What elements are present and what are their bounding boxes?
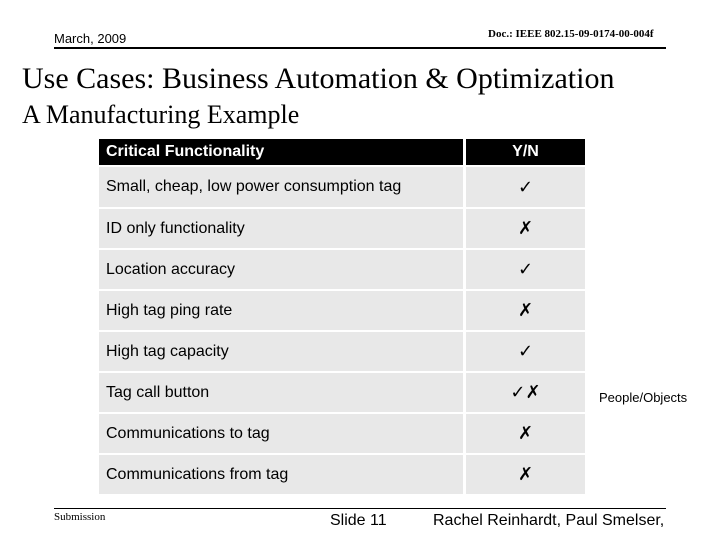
header-critical-functionality: Critical Functionality bbox=[99, 139, 463, 165]
slide-number: Slide 11 bbox=[330, 512, 387, 529]
cross-icon: ✗ bbox=[466, 455, 585, 494]
row-label: Tag call button bbox=[99, 373, 463, 412]
table-row bbox=[99, 291, 585, 330]
row-label: Communications from tag bbox=[99, 455, 463, 494]
slide-title: Use Cases: Business Automation & Optimization bbox=[22, 62, 615, 95]
header-rule bbox=[54, 47, 666, 49]
table-row bbox=[99, 250, 585, 289]
row-label: Location accuracy bbox=[99, 250, 463, 289]
side-note: People/Objects bbox=[599, 390, 688, 405]
footer-rule bbox=[54, 508, 666, 509]
submission-label: Submission bbox=[54, 511, 106, 523]
row-label: ID only functionality bbox=[99, 209, 463, 248]
check-icon: ✓ bbox=[466, 250, 585, 289]
check-cross-icon: ✓✗ bbox=[466, 373, 585, 412]
row-label: High tag ping rate bbox=[99, 291, 463, 330]
row-label: Small, cheap, low power consumption tag bbox=[99, 167, 463, 207]
check-icon: ✓ bbox=[466, 167, 585, 207]
row-label: Communications to tag bbox=[99, 414, 463, 453]
table-row bbox=[99, 332, 585, 371]
authors: Rachel Reinhardt, Paul Smelser, bbox=[433, 512, 665, 529]
cross-icon: ✗ bbox=[466, 414, 585, 453]
table-row bbox=[99, 414, 585, 453]
document-id: Doc.: IEEE 802.15-09-0174-00-004f bbox=[488, 28, 654, 40]
table-row bbox=[99, 373, 585, 412]
table-row bbox=[99, 455, 585, 494]
check-icon: ✓ bbox=[466, 332, 585, 371]
cross-icon: ✗ bbox=[466, 209, 585, 248]
slide-subtitle: A Manufacturing Example bbox=[22, 100, 300, 129]
row-label: High tag capacity bbox=[99, 332, 463, 371]
table-row bbox=[99, 167, 585, 207]
cross-icon: ✗ bbox=[466, 291, 585, 330]
table-row bbox=[99, 209, 585, 248]
date-label: March, 2009 bbox=[54, 31, 127, 46]
functionality-table bbox=[99, 139, 585, 494]
table-header bbox=[99, 139, 585, 165]
header-yn: Y/N bbox=[466, 139, 585, 165]
